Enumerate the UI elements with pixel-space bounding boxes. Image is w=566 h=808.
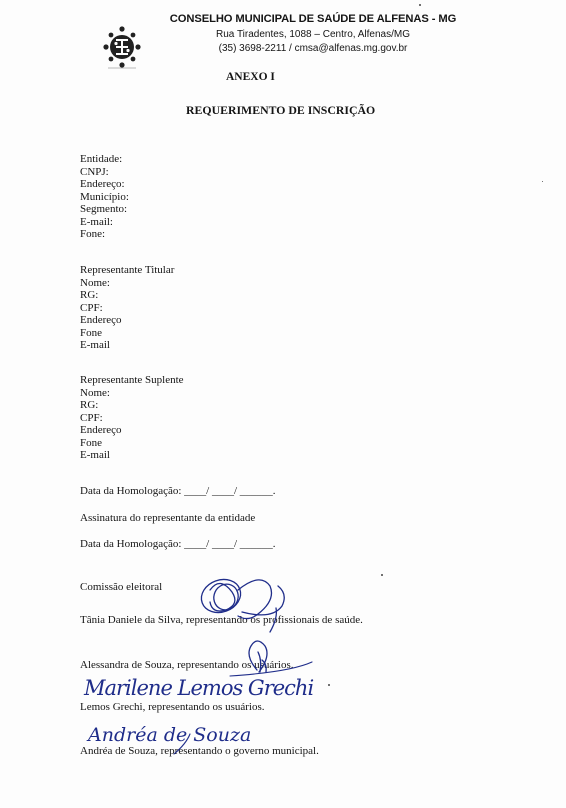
scan-speck <box>328 684 330 686</box>
annex-label: ANEXO I <box>226 71 275 83</box>
suplente-field-email: E-mail <box>80 449 110 461</box>
council-logo <box>102 25 142 69</box>
titular-section <box>80 264 174 352</box>
member-tania: Tânia Daniele da Silva, representando os profissionais de saúde. <box>80 614 363 626</box>
handwritten-grechi: Marilene Lemos Grechi <box>84 676 314 700</box>
field-endereco: Endereço: <box>80 178 125 190</box>
member-alessandra: Alessandra de Souza, representando os usuários. <box>80 659 294 671</box>
council-address: Rua Tiradentes, 1088 – Centro, Alfenas/MG <box>216 29 410 40</box>
member-andrea: Andréa de Souza, representando o governo municipal. <box>80 745 319 757</box>
homologation-date-2: Data da Homologação: ____/ ____/ ______. <box>80 538 276 550</box>
council-contact: (35) 3698-2211 / cmsa@alfenas.mg.gov.br <box>218 43 408 54</box>
homologation-date-1: Data da Homologação: ____/ ____/ ______. <box>80 485 276 497</box>
titular-field-cpf: CPF: <box>80 301 103 314</box>
titular-field-nome: Nome: <box>80 276 110 289</box>
suplente-heading: Representante Suplente <box>80 374 184 386</box>
document-title: REQUERIMENTO DE INSCRIÇÃO <box>186 103 376 117</box>
suplente-field-nome: Nome: <box>80 386 110 399</box>
scan-speck <box>542 181 543 182</box>
handwritten-andrea: Andréa de Souza <box>88 724 252 746</box>
suplente-field-endereco: Endereço <box>80 424 122 436</box>
suplente-field-rg: RG: <box>80 399 99 411</box>
scan-speck <box>419 4 421 6</box>
member-grechi: Lemos Grechi, representando os usuários. <box>80 701 265 713</box>
titular-field-rg: RG: <box>80 289 99 301</box>
titular-field-email: E-mail <box>80 339 110 351</box>
scan-speck <box>381 574 383 576</box>
titular-heading: Representante Titular <box>80 264 175 276</box>
entity-fields <box>80 153 129 241</box>
suplente-field-cpf: CPF: <box>80 411 103 424</box>
field-cnpj: CNPJ: <box>80 165 109 178</box>
field-segmento: Segmento: <box>80 203 128 215</box>
field-fone: Fone: <box>80 228 106 240</box>
suplente-section <box>80 374 184 462</box>
council-title: CONSELHO MUNICIPAL DE SAÚDE DE ALFENAS - MG <box>169 13 457 25</box>
field-email: E-mail: <box>80 215 113 228</box>
commission-label: Comissão eleitoral <box>80 581 163 593</box>
signature-label: Assinatura do representante da entidade <box>80 512 256 524</box>
field-municipio: Município: <box>80 190 129 203</box>
suplente-field-fone: Fone <box>80 436 102 449</box>
titular-field-fone: Fone <box>80 326 102 339</box>
titular-field-endereco: Endereço <box>80 314 122 326</box>
field-entidade: Entidade: <box>80 153 123 165</box>
